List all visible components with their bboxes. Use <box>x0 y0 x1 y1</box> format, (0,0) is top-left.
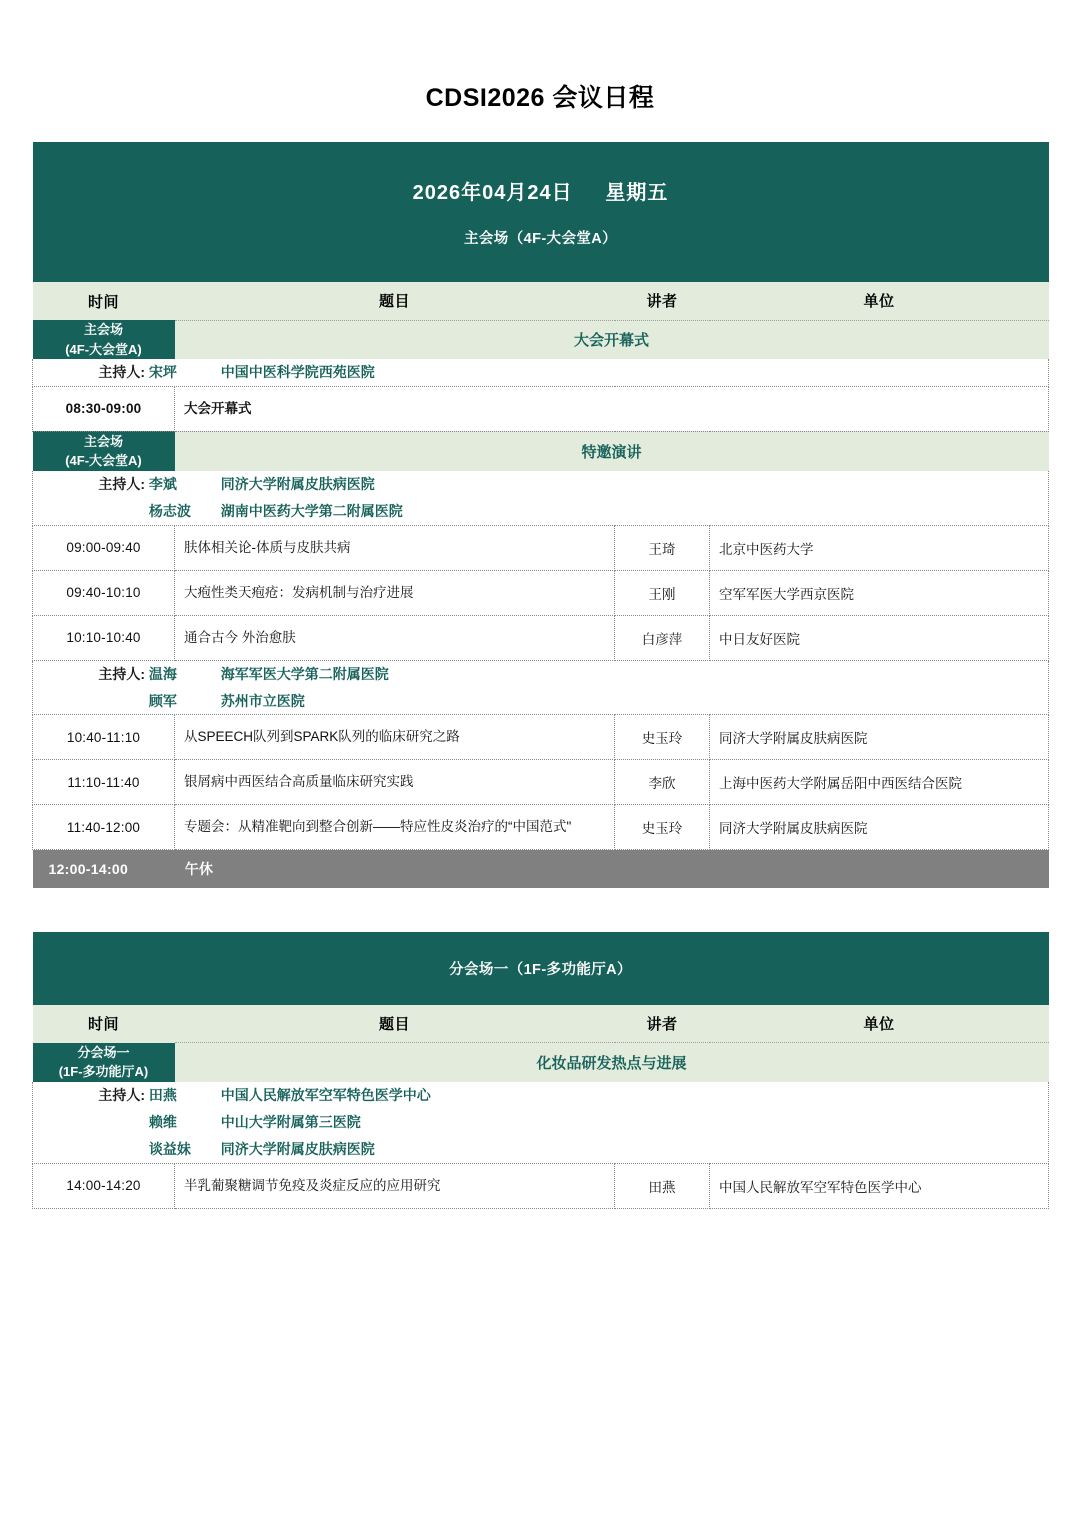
column-header-speaker: 讲者 <box>615 282 710 320</box>
chair-list <box>33 660 1049 715</box>
table-row <box>33 615 1049 660</box>
chair-org: 苏州市立医院 <box>220 692 305 709</box>
chair-name: 谈益妹 <box>148 1140 191 1157</box>
banner-date: 2026年04月24日 <box>412 182 573 204</box>
chair-item <box>33 1136 1048 1163</box>
talk-time: 11:10-11:40 <box>33 760 175 805</box>
table-row <box>33 525 1049 570</box>
chair-item <box>33 661 1048 688</box>
column-header-unit: 单位 <box>710 282 1049 320</box>
banner-date-line <box>33 142 1049 217</box>
talk-title: 从SPEECH队列到SPARK队列的临床研究之路 <box>175 715 615 760</box>
banner-venue: 主会场（4F-大会堂A） <box>464 231 618 247</box>
talk-speaker: 王刚 <box>615 570 710 615</box>
column-header-title: 题目 <box>175 282 615 320</box>
session-title-row <box>33 1043 1049 1082</box>
session-venue-line2: (4F-大会堂A) <box>65 453 142 469</box>
column-header-row <box>33 282 1049 320</box>
column-header-row <box>33 1005 1049 1043</box>
table-row <box>33 570 1049 615</box>
column-header-time: 时间 <box>33 1005 175 1043</box>
talk-unit: 同济大学附属皮肤病医院 <box>710 805 1049 850</box>
chair-item <box>33 1082 1048 1109</box>
chair-org: 同济大学附属皮肤病医院 <box>220 475 375 492</box>
talk-time: 09:40-10:10 <box>33 570 175 615</box>
session-venue-line2: (1F-多功能厅A) <box>58 1064 149 1080</box>
chair-org: 同济大学附属皮肤病医院 <box>220 1140 375 1157</box>
table-row <box>33 386 1049 431</box>
talk-unit: 北京中医药大学 <box>710 525 1049 570</box>
talk-speaker: 田燕 <box>615 1163 710 1208</box>
talk-title: 大会开幕式 <box>175 386 1049 431</box>
talk-title: 半乳葡聚糖调节免疫及炎症反应的应用研究 <box>175 1163 615 1208</box>
chair-org: 中国中医科学院西苑医院 <box>220 364 375 380</box>
chair-list <box>33 1082 1049 1163</box>
chair-list <box>33 359 1049 386</box>
talk-time: 11:40-12:00 <box>33 805 175 850</box>
session-venue-label <box>33 431 175 471</box>
chair-prefix-label: 主持人: <box>98 475 145 492</box>
chair-name: 宋坪 <box>148 364 177 380</box>
chair-name: 田燕 <box>148 1086 177 1103</box>
chair-item <box>33 498 1048 525</box>
talk-unit: 空军军医大学西京医院 <box>710 570 1049 615</box>
session-venue-line1: 主会场 <box>83 322 123 337</box>
column-header-unit: 单位 <box>710 1005 1049 1043</box>
table-row <box>33 1163 1049 1208</box>
break-label: 午休 <box>184 861 214 878</box>
chair-row <box>33 1082 1049 1163</box>
session-name: 大会开幕式 <box>175 320 1049 359</box>
table-row <box>33 805 1049 850</box>
session-venue-label <box>33 1043 175 1082</box>
chair-name: 温海 <box>148 665 177 682</box>
chair-row <box>33 359 1049 386</box>
chair-name: 杨志波 <box>148 502 191 519</box>
talk-time: 10:10-10:40 <box>33 615 175 660</box>
session-venue-line1: 主会场 <box>83 433 123 449</box>
break-time: 12:00-14:00 <box>48 861 129 878</box>
talk-speaker: 李欣 <box>615 760 710 805</box>
talk-title: 大疱性类天疱疮：发病机制与治疗进展 <box>175 570 615 615</box>
session-name: 化妆品研发热点与进展 <box>175 1043 1049 1082</box>
table-row <box>33 715 1049 760</box>
chair-item <box>33 471 1048 498</box>
chair-row <box>33 660 1049 715</box>
chair-name: 赖维 <box>148 1113 177 1130</box>
page-title: CDSI2026 会议日程 <box>425 84 655 112</box>
banner-venue: 分会场一（1F-多功能厅A） <box>449 961 632 978</box>
talk-speaker: 史玉玲 <box>615 715 710 760</box>
venue-banner-row <box>33 932 1049 1005</box>
talk-unit: 中国人民解放军空军特色医学中心 <box>710 1163 1049 1208</box>
talk-speaker: 白彦萍 <box>615 615 710 660</box>
talk-title: 专题会：从精准靶向到整合创新——特应性皮炎治疗的“中国范式" <box>175 805 615 850</box>
talk-title: 肤体相关论-体质与皮肤共病 <box>175 525 615 570</box>
session-venue-line2: (4F-大会堂A) <box>65 341 142 357</box>
banner-weekday: 星期五 <box>605 182 669 204</box>
session-title-row <box>33 431 1049 471</box>
chair-org: 湖南中医药大学第二附属医院 <box>220 502 403 519</box>
chair-org: 海军军医大学第二附属医院 <box>220 665 389 682</box>
schedule-table-parallel-1 <box>32 932 1049 1209</box>
table-row <box>33 760 1049 805</box>
chair-list <box>33 471 1049 525</box>
chair-name: 李斌 <box>148 475 177 492</box>
chair-prefix-label: 主持人: <box>98 1086 145 1103</box>
talk-time: 09:00-09:40 <box>33 525 175 570</box>
chair-item <box>33 1109 1048 1136</box>
chair-item <box>33 359 1048 386</box>
chair-org: 中山大学附属第三医院 <box>220 1113 361 1130</box>
schedule-table-main <box>32 142 1049 888</box>
session-name: 特邀演讲 <box>175 431 1049 471</box>
column-header-time: 时间 <box>33 282 175 320</box>
talk-unit: 中日友好医院 <box>710 615 1049 660</box>
chair-name: 顾军 <box>148 692 177 709</box>
talk-time: 08:30-09:00 <box>33 386 175 431</box>
chair-prefix-label: 主持人: <box>98 665 145 682</box>
column-header-title: 题目 <box>175 1005 615 1043</box>
chair-org: 中国人民解放军空军特色医学中心 <box>220 1086 431 1103</box>
break-row <box>33 850 1049 888</box>
day-banner <box>33 142 1049 282</box>
talk-time: 14:00-14:20 <box>33 1163 175 1208</box>
chair-item <box>33 688 1048 715</box>
chair-row <box>33 471 1049 525</box>
talk-title: 银屑病中西医结合高质量临床研究实践 <box>175 760 615 805</box>
chair-prefix-label: 主持人: <box>98 364 145 380</box>
session-venue-label <box>33 320 175 359</box>
talk-unit: 上海中医药大学附属岳阳中西医结合医院 <box>710 760 1049 805</box>
session-title-row <box>33 320 1049 359</box>
talk-time: 10:40-11:10 <box>33 715 175 760</box>
talk-unit: 同济大学附属皮肤病医院 <box>710 715 1049 760</box>
talk-speaker: 史玉玲 <box>615 805 710 850</box>
talk-speaker: 王琦 <box>615 525 710 570</box>
talk-title: 通合古今 外治愈肤 <box>175 615 615 660</box>
session-venue-line1: 分会场一 <box>77 1044 130 1060</box>
column-header-speaker: 讲者 <box>615 1005 710 1043</box>
